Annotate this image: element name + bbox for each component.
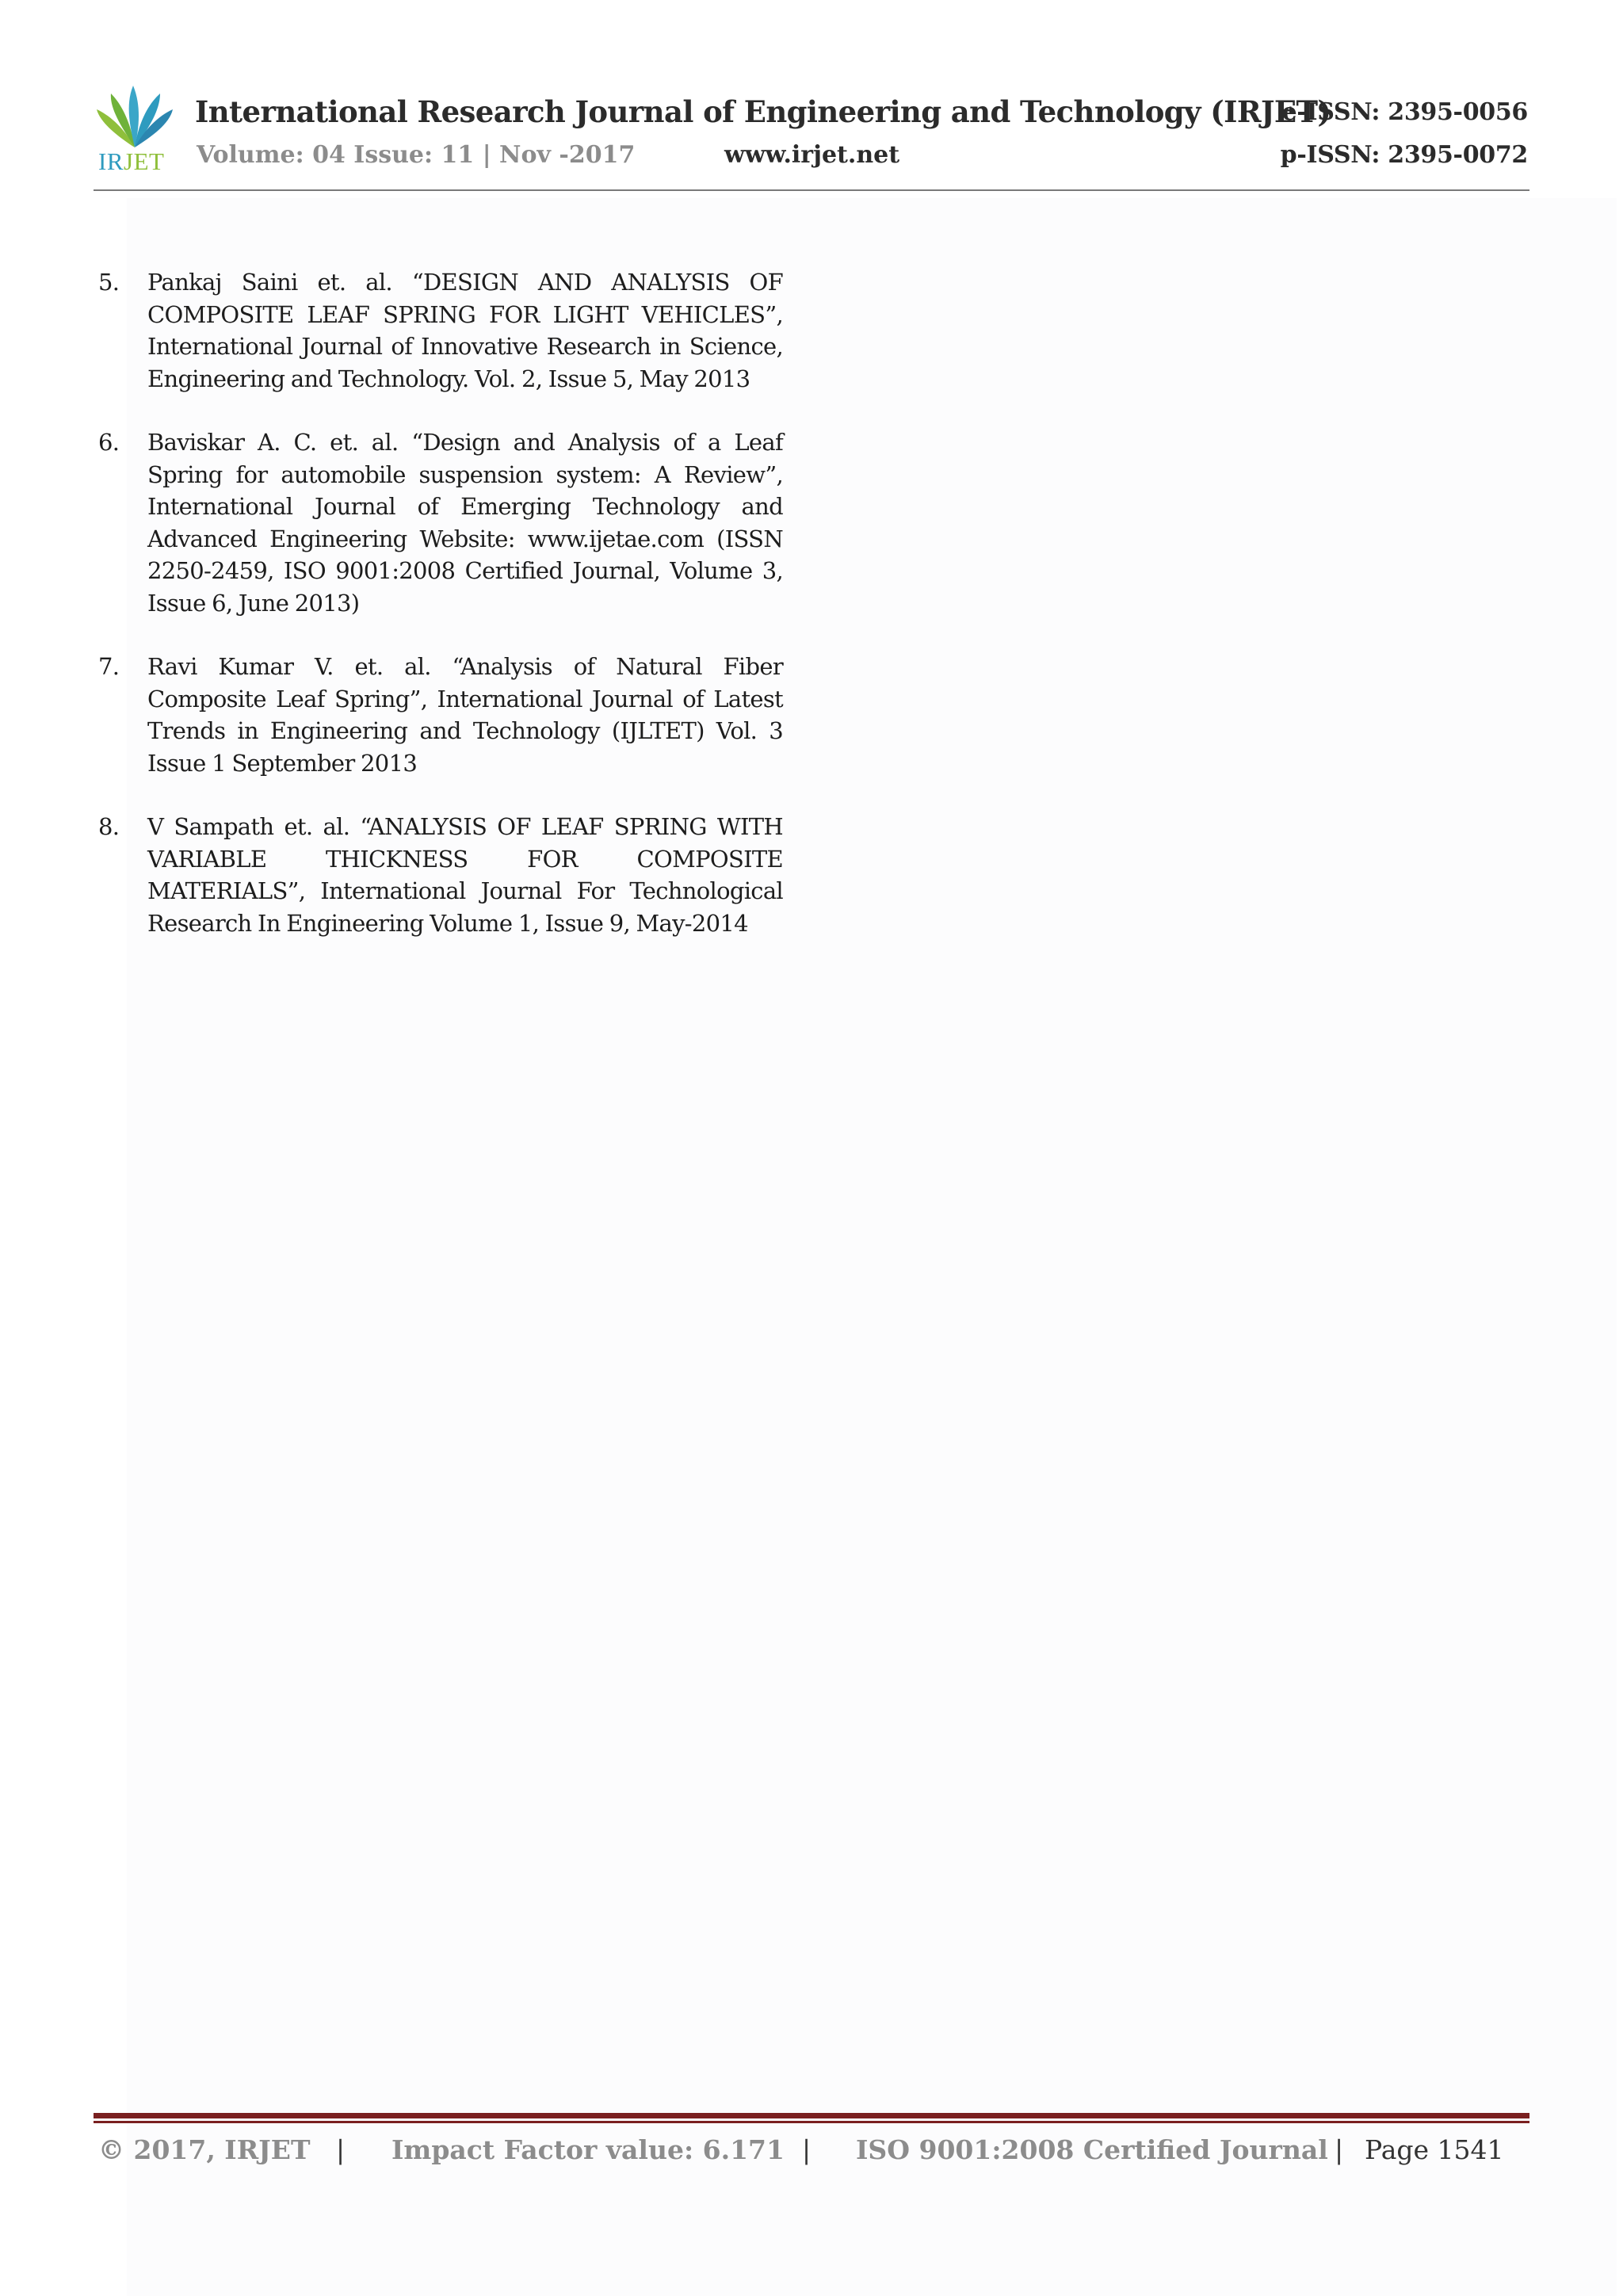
- footer-separator: |: [802, 2134, 812, 2165]
- logo-text-jet: JET: [124, 147, 165, 175]
- reference-text: Baviskar A. C. et. al. “Design and Analysis of a Leaf Spring for automobile suspension system: A Review”, International Journal of Emerging Technology and Advanced Engineering Website: www.ijetae.com (ISSN 2250-2459, ISO 9001:2008 Certified Journal, Volume 3, Issue 6, June 2013): [147, 429, 783, 617]
- reference-list: [94, 266, 783, 971]
- footer-divider-thin: [94, 2121, 1529, 2123]
- footer-impact-factor: Impact Factor value: 6.171: [391, 2134, 785, 2165]
- footer-iso-certification: ISO 9001:2008 Certified Journal: [856, 2134, 1328, 2165]
- reference-text: Pankaj Saini et. al. “DESIGN AND ANALYSIS OF COMPOSITE LEAF SPRING FOR LIGHT VEHICLES”, International Journal of Innovative Research in Science, Engineering and Technology. Vol. 2, Issue 5, May 2013: [147, 269, 783, 392]
- footer-page-number: Page 1541: [1365, 2134, 1504, 2165]
- footer-separator: |: [1335, 2134, 1344, 2165]
- reference-text: Ravi Kumar V. et. al. “Analysis of Natural Fiber Composite Leaf Spring”, International Journal of Latest Trends in Engineering and Technology (IJLTET) Vol. 3 Issue 1 September 2013: [147, 653, 783, 777]
- reference-number: 7.: [98, 653, 120, 680]
- e-issn: e-ISSN: 2395-0056: [1281, 98, 1528, 126]
- reference-text: V Sampath et. al. “ANALYSIS OF LEAF SPRING WITH VARIABLE THICKNESS FOR COMPOSITE MATERIALS”, International Journal For Technological Research In Engineering Volume 1, Issue 9, May-2014: [147, 813, 783, 937]
- reference-number: 6.: [98, 429, 120, 456]
- irjet-logo-icon: [94, 81, 176, 174]
- footer-divider-thick: [94, 2113, 1529, 2118]
- reference-number: 8.: [98, 813, 120, 840]
- journal-website-link[interactable]: www.irjet.net: [724, 141, 900, 169]
- p-issn: p-ISSN: 2395-0072: [1280, 141, 1528, 169]
- reference-item: [94, 426, 783, 619]
- reference-item: [94, 651, 783, 779]
- logo-fan-icon: [94, 81, 176, 152]
- logo-text-ir: IR: [98, 147, 124, 175]
- journal-issue-info: Volume: 04 Issue: 11 | Nov -2017: [197, 141, 636, 169]
- footer-copyright: © 2017, IRJET: [98, 2134, 311, 2165]
- footer-separator: |: [336, 2134, 346, 2165]
- reference-item: [94, 811, 783, 939]
- journal-title: International Research Journal of Engineering and Technology (IRJET): [195, 94, 1331, 129]
- page-header: [94, 76, 1528, 190]
- header-divider: [94, 189, 1529, 191]
- logo-text: [98, 147, 164, 176]
- reference-number: 5.: [98, 269, 120, 296]
- reference-item: [94, 266, 783, 395]
- page-footer: [94, 2130, 1529, 2170]
